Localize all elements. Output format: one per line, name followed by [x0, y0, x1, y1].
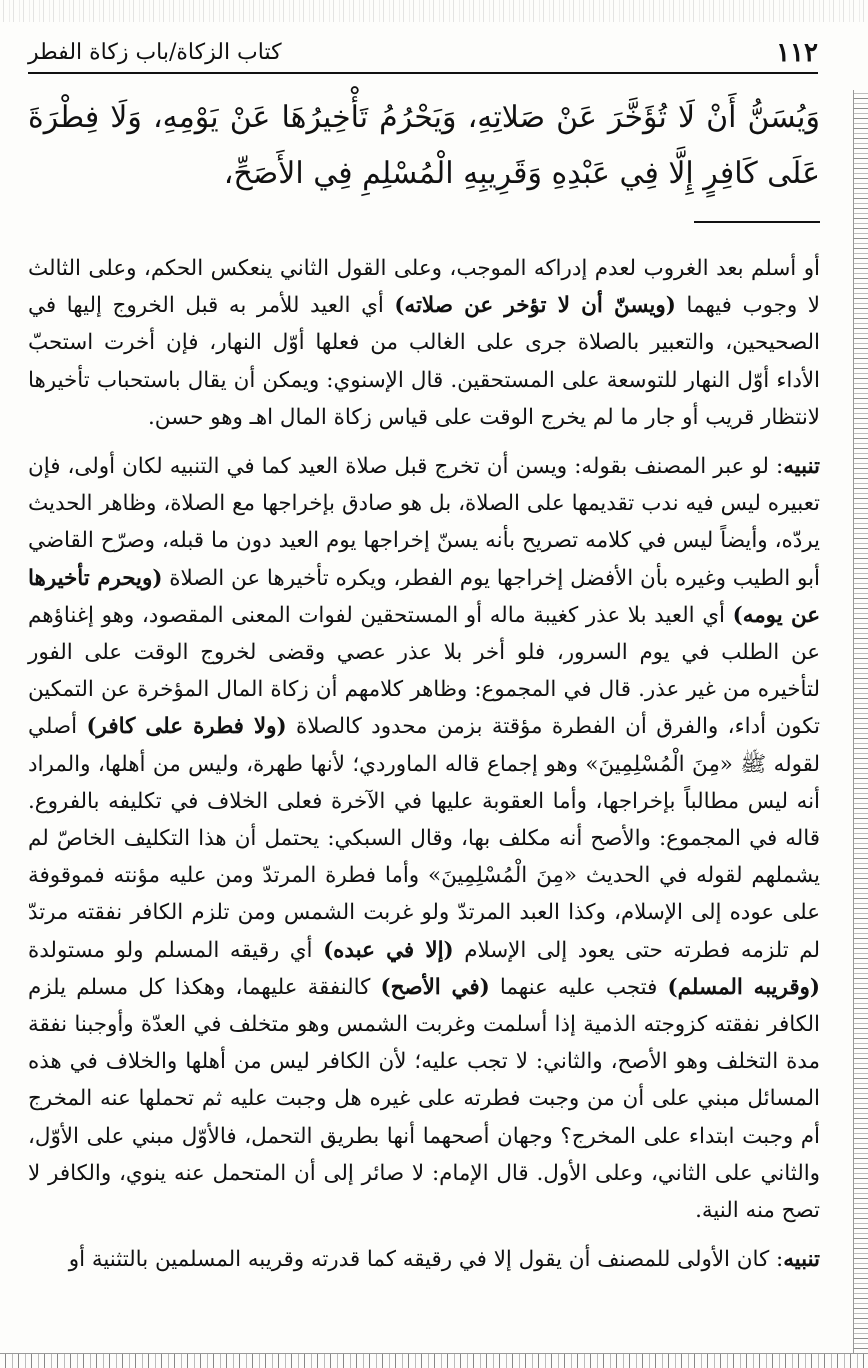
matn-quote: (ولا فطرة على كافر)	[86, 714, 287, 740]
matn-quote: (ويسنّ أن لا تؤخر عن صلاته)	[394, 293, 676, 319]
commentary-text: أو أسلم بعد الغروب لعدم إدراكه الموجب، وعلى القول الثاني ينعكس الحكم، وعلى الثالث لا وجوب فيهما	[28, 256, 821, 319]
commentary-paragraph	[28, 1241, 820, 1278]
commentary-text: أصلي لقوله ﷺ «مِنَ الْمُسْلِمِينَ» وهو إجماع قاله الماوردي؛ لأنها طهرة، وليس من أهلها، والمراد أنه ليس مطالباً بإخراجها، وأما العقوبة عليها في الآخرة فعلى الخلاف في تكليفه بالفروع. قاله في المجموع: والأصح أنه مكلف بها، وقال السبكي: يحتمل أن هذا التكليف الخاصّ لم يشملهم لقوله في الحديث «مِنَ الْمُسْلِمِينَ» وأما فطرة المرتدّ ومن عليه مؤنته فموقوفة على عوده إلى الإسلام، وكذا العبد المرتدّ ولو غربت الشمس ومن تلزم الكافر نفقته مرتدّ لم تلزمه فطرته حتى يعود إلى الإسلام	[28, 714, 820, 963]
page-number: ١١٢	[776, 38, 818, 68]
commentary-text: أي العيد للأمر به قبل الخروج إليها في الصحيحين، والتعبير بالصلاة جرى على الغالب من فعلها أوّل النهار، فإن أخرت استحبّ الأداء أوّل النهار للتوسعة على المستحقين. قال الإسنوي: ويمكن أن يقال باستحباب تأخيرها لانتظار قريب أو جار ما لم يخرج الوقت على قياس زكاة المال اهـ وهو حسن.	[28, 293, 820, 430]
matn-quote: (ويحرم تأخيرها عن يومه)	[28, 565, 820, 628]
note-label: تنبيه	[783, 454, 820, 480]
commentary-paragraph	[28, 250, 820, 436]
scan-edge-right	[853, 90, 868, 1368]
section-divider	[694, 221, 820, 223]
scan-edge-bottom	[0, 1353, 868, 1368]
commentary-paragraph	[28, 448, 820, 1229]
matn-quote: (في الأصح)	[380, 974, 490, 1000]
commentary	[28, 250, 820, 1278]
commentary-text: أي رقيقه المسلم ولو مستولدة	[28, 937, 324, 963]
page-header	[28, 36, 818, 74]
matn-quote: (إلا في عبده)	[323, 937, 454, 963]
scan-edge-top	[0, 0, 868, 22]
note-label: تنبيه	[783, 1247, 820, 1273]
commentary-text: أي العيد بلا عذر كغيبة ماله أو المستحقين لفوات المعنى المقصود، وهو إغناؤهم عن الطلب في يوم السرور، فلو أخر بلا عذر عصي وقضى لخروج الوقت على الفور لتأخيره من غير عذر. قال في المجموع: وظاهر كلامهم أن زكاة المال المؤخرة عن التمكين تكون أداء، والفرق أن الفطرة مؤقتة بزمن محدود كالصلاة	[28, 602, 820, 740]
commentary-text: : كان الأولى للمصنف أن يقول إلا في رقيقه كما قدرته وقريبه المسلمين بالتثنية أو	[68, 1247, 784, 1273]
commentary-text: فتجب عليه عنهما	[489, 974, 668, 1000]
matn-quote: (وقريبه المسلم)	[667, 974, 820, 1000]
running-title: كتاب الزكاة/باب زكاة الفطر	[28, 40, 282, 65]
commentary-text: : لو عبر المصنف بقوله: ويسن أن تخرج قبل صلاة العيد كما في التنبيه لكان أولى، فإن تعبيره ليس فيه ندب تقديمها على الصلاة، بل هو صادق بإخراجها مع الصلاة، وظاهر الحديث يردّه، وأيضاً ليس في كلامه تصريح بأنه يسنّ إخراجها يوم العيد دون ما قبله، وصرّح القاضي أبو الطيب وغيره بأن الأفضل إخراجها يوم الفطر، ويكره تأخيرها عن الصلاة	[28, 454, 820, 591]
commentary-text: كالنفقة عليهما، وهكذا كل مسلم يلزم الكافر نفقته كزوجته الذمية إذا أسلمت وغربت الشمس وهو متخلف في العدّة وأوجبنا نفقة مدة التخلف وهو الأصح، والثاني: لا تجب عليه؛ لأن الكافر ليس من أهلها والخلاف في هذه المسائل مبني على أن من وجبت فطرته على غيره هل وجبت عليه ثم تحملها عنه المخرج أم وجبت ابتداء على المخرج؟ وجهان أصحهما أنها بطريق التحمل، فالأوّل مبني على الأوّل، والثاني على الثاني، وعلى الأول. قال الإمام: لا صائر إلى أن المتحمل عنه ينوي، والكافر لا تصح منه النية.	[28, 974, 820, 1224]
matn-text: وَيُسَنُّ أَنْ لَا تُؤَخَّرَ عَنْ صَلاتِهِ، وَيَحْرُمُ تَأْخِيرُهَا عَنْ يَوْمِهِ، وَلَا فِطْرَةَ عَلَى كَافِرٍ إِلَّا فِي عَبْدِهِ وَقَرِيبِهِ الْمُسْلِمِ فِي الأَصَحِّ،	[28, 100, 820, 191]
